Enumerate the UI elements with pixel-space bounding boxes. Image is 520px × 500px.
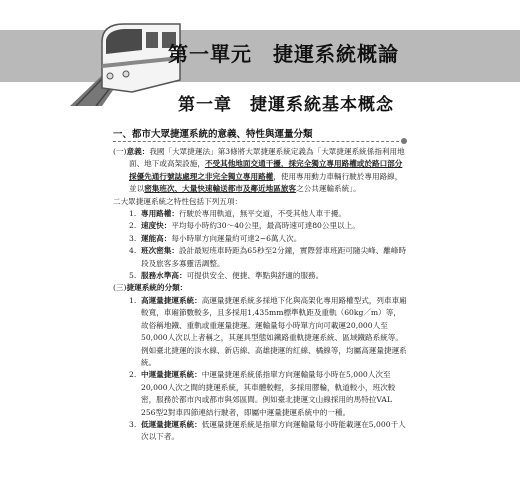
feature-number: 1. [129, 209, 137, 219]
feature-text: 行駛於專用軌道，無平交道，不受其他人車干擾。 [178, 209, 347, 219]
chapter-title: 第一章 捷運系統基本概念 [178, 95, 394, 115]
feature-number: 5. [129, 271, 137, 281]
classification-item-label: 中運量捷運系統： [141, 370, 202, 380]
classification-item-number: 3. [129, 419, 137, 429]
feature-label: 速度快： [141, 221, 172, 231]
feature-label: 專用路權： [141, 209, 179, 219]
classification-item-number: 2. [129, 370, 137, 380]
feature-text: 設計最短班車時距為65秒至2分鐘，實際營車班距可隨尖峰、離峰時段及旅客多寡靈活調整。 [141, 246, 407, 268]
meaning-paragraph [113, 146, 407, 196]
feature-label: 服務水準高： [141, 271, 187, 281]
feature-text: 平均每小時約30～40公里，最高時速可達80公里以上。 [171, 221, 360, 231]
meaning-text-underlined-2: 密集班次、大量快速輸送都市及鄰近地區旅客 [144, 184, 297, 194]
feature-item [113, 245, 407, 270]
feature-item [113, 270, 407, 282]
meaning-label: 意義： [126, 147, 150, 156]
feature-text: 可提供安全、便捷、準點與舒適的服務。 [186, 271, 324, 281]
classification-item-label: 低運量捷運系統： [141, 419, 202, 429]
feature-item [113, 233, 407, 245]
feature-text: 每小時單方向運量約可達2~6萬人次。 [171, 233, 302, 243]
feature-label: 班次密集： [141, 246, 179, 256]
feature-number: 3. [129, 233, 137, 243]
features-intro [113, 196, 407, 208]
classification-item [113, 419, 407, 444]
feature-number: 4. [129, 246, 137, 256]
section-divider [113, 141, 404, 142]
classification-item-number: 1. [129, 295, 137, 305]
feature-label: 運能高： [141, 233, 172, 243]
classification-number: (三) [113, 283, 127, 293]
features-intro-text: 二大眾捷運系統之特性包括下列五項： [113, 196, 243, 206]
feature-item [113, 208, 407, 220]
meaning-text-underlined: 不受其他地面交通干擾，採完全獨立專用路權或於路口部分採優先通行號誌處理之非完全獨立專用路權 [129, 159, 403, 181]
unit-title: 第一單元 捷運系統概論 [168, 42, 399, 66]
classification-item [113, 295, 407, 369]
classification-item-text: 低運量捷運系統是指單方向運輸量每小時能載運在5,000千人次以下者。 [141, 419, 406, 442]
classification-label: 捷運系統的分類： [126, 283, 188, 293]
document-body [113, 146, 407, 444]
meaning-text-b: ，使用專用動力車輛行駛於專用路線，並以 [129, 171, 403, 194]
meaning-number: (一) [113, 147, 127, 156]
divider-dot-icon [401, 138, 407, 144]
classification-item-text: 高運量捷運系統多採地下化與高架化專用路權型式，列車車廂較寬，車廂節數較多，且多採用1,435mm標準軌距及重軌（60kg／m）等，故俗稱地鐵、重軌或重運量捷運。運輸量每小時單方向可載運20,000人至50,000人次以上者稱之，其運具型態如鐵路重軌捷運系統、區域鐵路系統等。例如臺北捷運的淡水線、新店線、高雄捷運的紅線、橘線等，均屬高運量捷運系統。 [141, 295, 407, 367]
classification-item [113, 369, 407, 419]
feature-item [113, 220, 407, 232]
section-heading: 一、都市大眾捷運系統的意義、特性與運量分類 [113, 129, 313, 140]
meaning-text-c: 之公共運輸系統」。 [296, 184, 361, 194]
classification-item-text: 中運量捷運系統係指單方向運輸量每小時在5,000人次至20,000人次之間的捷運系統，其車體較輕，多採用膠輪，軌道較小，班次較密，服務於都市內或都市與郊區間。例如臺北捷運文山線採用的馬特拉VAL 256型2對車四節連結行駛者，即屬中運量捷運系統中的一種。 [141, 370, 396, 417]
feature-number: 2. [129, 221, 137, 231]
classification-item-label: 高運量捷運系統： [141, 295, 202, 305]
classification-heading [113, 282, 407, 294]
meaning-text-a: 我國「大眾捷運法」第3條將大眾捷運系統定義為「大眾捷運系統係指利用地面、地下或高架設施， [129, 147, 405, 169]
